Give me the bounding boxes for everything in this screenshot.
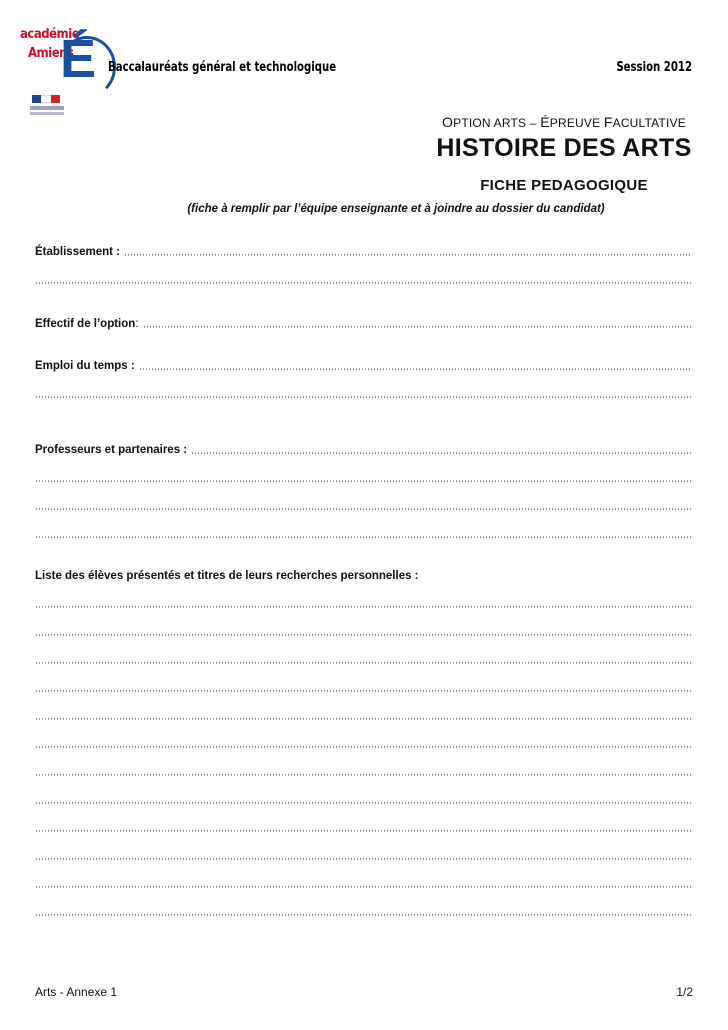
emploi-du-temps-label: Emploi du temps : bbox=[35, 360, 135, 372]
liste-line[interactable] bbox=[35, 904, 691, 918]
liste-line[interactable] bbox=[35, 876, 691, 890]
logo-text-line2: Amiens bbox=[28, 46, 74, 61]
fill-line[interactable] bbox=[35, 858, 691, 860]
logo-text-line1: académie bbox=[20, 27, 80, 42]
option-subtitle: OPTION ARTS – ÉPREUVE FACULTATIVE bbox=[442, 114, 686, 130]
logo-letter: É bbox=[60, 29, 97, 89]
fill-line[interactable] bbox=[35, 914, 691, 916]
liste-line[interactable] bbox=[35, 652, 691, 666]
fill-line[interactable] bbox=[35, 718, 691, 720]
liste-eleves-label: Liste des élèves présentés et titres de leurs recherches personnelles : bbox=[35, 570, 419, 582]
professeurs-line-3[interactable] bbox=[35, 498, 691, 512]
professeurs-line-2[interactable] bbox=[35, 470, 691, 484]
emploi-du-temps-field[interactable] bbox=[35, 358, 691, 372]
fill-line[interactable] bbox=[35, 634, 691, 636]
form-title: FICHE PEDAGOGIQUE bbox=[480, 177, 648, 194]
liste-line[interactable] bbox=[35, 848, 691, 862]
fill-line[interactable] bbox=[35, 508, 691, 510]
liste-line[interactable] bbox=[35, 624, 691, 638]
etablissement-line-2[interactable] bbox=[35, 272, 691, 286]
page-number: 1/2 bbox=[676, 985, 693, 999]
liste-line[interactable] bbox=[35, 792, 691, 806]
fill-line[interactable] bbox=[191, 452, 691, 454]
session-label: Session 2012 bbox=[616, 60, 692, 75]
fill-line[interactable] bbox=[35, 536, 691, 538]
liste-eleves-heading bbox=[35, 568, 691, 582]
fill-line[interactable] bbox=[35, 282, 691, 284]
french-flag-icon bbox=[32, 95, 60, 103]
fill-line[interactable] bbox=[35, 396, 691, 398]
liste-line[interactable] bbox=[35, 820, 691, 834]
fill-line[interactable] bbox=[35, 774, 691, 776]
form-instructions: (fiche à remplir par l’équipe enseignante et à joindre au dossier du candidat) bbox=[187, 203, 605, 215]
fill-line[interactable] bbox=[35, 746, 691, 748]
fill-line[interactable] bbox=[143, 326, 691, 328]
liste-line[interactable] bbox=[35, 680, 691, 694]
professeurs-label: Professeurs et partenaires : bbox=[35, 444, 188, 456]
footer-annex-label: Arts - Annexe 1 bbox=[35, 985, 118, 999]
professeurs-line-4[interactable] bbox=[35, 526, 691, 540]
flag-caption-mark bbox=[30, 106, 64, 110]
program-title: Baccalauréats général et technologique bbox=[108, 60, 337, 75]
etablissement-label: Établissement : bbox=[35, 246, 120, 258]
effectif-label: Effectif de l’option bbox=[35, 318, 136, 330]
professeurs-field[interactable] bbox=[35, 442, 691, 456]
fill-line[interactable] bbox=[35, 830, 691, 832]
fill-line[interactable] bbox=[124, 254, 691, 256]
etablissement-field[interactable] bbox=[35, 244, 691, 258]
fill-line[interactable] bbox=[35, 690, 691, 692]
fill-line[interactable] bbox=[35, 606, 691, 608]
emploi-line-2[interactable] bbox=[35, 386, 691, 400]
liste-line[interactable] bbox=[35, 708, 691, 722]
fill-line[interactable] bbox=[35, 480, 691, 482]
effectif-field[interactable]: Effectif de l’option : bbox=[35, 316, 691, 330]
fill-line[interactable] bbox=[35, 802, 691, 804]
fill-line[interactable] bbox=[35, 886, 691, 888]
fill-line[interactable] bbox=[35, 662, 691, 664]
liste-line[interactable] bbox=[35, 596, 691, 610]
liste-line[interactable] bbox=[35, 736, 691, 750]
liste-line[interactable] bbox=[35, 764, 691, 778]
page-title: HISTOIRE DES ARTS bbox=[436, 134, 692, 162]
academie-amiens-logo bbox=[18, 28, 108, 118]
fill-line[interactable] bbox=[139, 368, 691, 370]
